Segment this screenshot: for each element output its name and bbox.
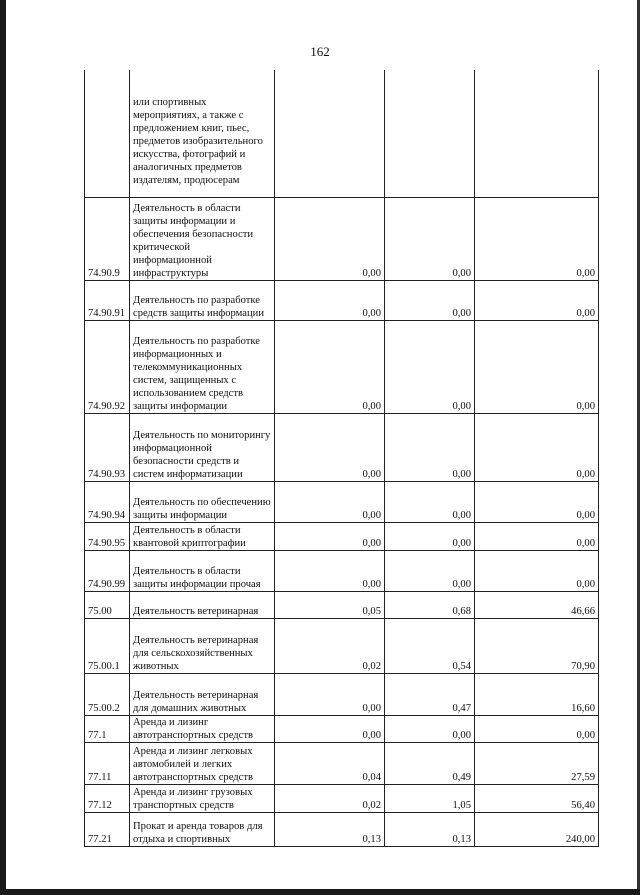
value-cell: 0,00 xyxy=(275,550,385,591)
scan-edge-bottom xyxy=(0,889,640,895)
value-cell: 56,40 xyxy=(475,784,599,812)
code-cell: 75.00.1 xyxy=(85,618,130,673)
value-cell xyxy=(475,70,599,197)
table-row-continuation xyxy=(85,70,599,197)
code-cell: 74.90.9 xyxy=(85,197,130,280)
code-cell: 77.11 xyxy=(85,742,130,784)
code-cell: 75.00.2 xyxy=(85,673,130,715)
value-cell: 0,00 xyxy=(275,280,385,320)
value-cell xyxy=(385,70,475,197)
name-cell: Деятельность ветеринарная для сельскохозяйственных животных xyxy=(130,618,275,673)
value-cell xyxy=(275,70,385,197)
name-cell: или спортивных мероприятиях, а также с предложением книг, пьес, предметов изобразительного искусства, фотографий и аналогичных предметов издателям, продюсерам xyxy=(130,70,275,197)
table-row xyxy=(85,742,599,784)
name-cell: Деятельность по разработке информационных и телекоммуникационных систем, защищенных с использованием средств защиты информации xyxy=(130,320,275,413)
name-cell: Аренда и лизинг легковых автомобилей и легких автотранспортных средств xyxy=(130,742,275,784)
table-row xyxy=(85,320,599,413)
value-cell: 0,00 xyxy=(475,320,599,413)
value-cell: 46,66 xyxy=(475,591,599,618)
value-cell: 0,00 xyxy=(475,715,599,742)
value-cell: 0,49 xyxy=(385,742,475,784)
value-cell: 0,00 xyxy=(385,280,475,320)
code-cell: 74.90.94 xyxy=(85,481,130,522)
value-cell: 0,00 xyxy=(385,197,475,280)
value-cell: 0,00 xyxy=(385,550,475,591)
value-cell: 27,59 xyxy=(475,742,599,784)
value-cell: 0,02 xyxy=(275,784,385,812)
value-cell: 0,00 xyxy=(475,550,599,591)
code-cell: 74.90.93 xyxy=(85,413,130,481)
table-row xyxy=(85,280,599,320)
value-cell: 0,00 xyxy=(275,197,385,280)
value-cell: 0,00 xyxy=(275,522,385,550)
table-row xyxy=(85,618,599,673)
value-cell: 0,00 xyxy=(385,715,475,742)
value-cell: 0,00 xyxy=(385,320,475,413)
name-cell: Деятельность в области защиты информации прочая xyxy=(130,550,275,591)
value-cell: 0,00 xyxy=(275,413,385,481)
table-row xyxy=(85,413,599,481)
name-cell: Деятельность по мониторингу информационной безопасности средств и систем информатизации xyxy=(130,413,275,481)
value-cell: 0,04 xyxy=(275,742,385,784)
code-cell: 74.90.91 xyxy=(85,280,130,320)
value-cell: 0,02 xyxy=(275,618,385,673)
code-cell: 74.90.99 xyxy=(85,550,130,591)
table-row xyxy=(85,784,599,812)
name-cell: Прокат и аренда товаров для отдыха и спортивных xyxy=(130,812,275,846)
value-cell: 0,00 xyxy=(275,481,385,522)
value-cell: 0,00 xyxy=(475,481,599,522)
name-cell: Деятельность по разработке средств защиты информации xyxy=(130,280,275,320)
table-row xyxy=(85,715,599,742)
value-cell: 0,00 xyxy=(275,715,385,742)
value-cell: 0,00 xyxy=(475,522,599,550)
value-cell: 0,00 xyxy=(475,280,599,320)
value-cell: 70,90 xyxy=(475,618,599,673)
value-cell: 240,00 xyxy=(475,812,599,846)
value-cell: 0,00 xyxy=(275,673,385,715)
code-cell xyxy=(85,70,130,197)
table-row xyxy=(85,197,599,280)
name-cell: Деятельность в области защиты информации и обеспечения безопасности критической информационной инфраструктуры xyxy=(130,197,275,280)
value-cell: 0,00 xyxy=(475,413,599,481)
value-cell: 0,68 xyxy=(385,591,475,618)
scan-edge-left xyxy=(0,0,6,895)
table-row xyxy=(85,522,599,550)
code-cell: 77.12 xyxy=(85,784,130,812)
name-cell: Аренда и лизинг грузовых транспортных средств xyxy=(130,784,275,812)
table-row xyxy=(85,591,599,618)
value-cell: 0,54 xyxy=(385,618,475,673)
page-number: 162 xyxy=(310,44,330,59)
value-cell: 0,47 xyxy=(385,673,475,715)
table-row xyxy=(85,673,599,715)
code-cell: 77.1 xyxy=(85,715,130,742)
code-cell: 74.90.95 xyxy=(85,522,130,550)
value-cell: 0,00 xyxy=(385,522,475,550)
name-cell: Деятельность ветеринарная xyxy=(130,591,275,618)
name-cell: Аренда и лизинг автотранспортных средств xyxy=(130,715,275,742)
value-cell: 0,00 xyxy=(275,320,385,413)
code-cell: 74.90.92 xyxy=(85,320,130,413)
value-cell: 0,13 xyxy=(275,812,385,846)
value-cell: 1,05 xyxy=(385,784,475,812)
value-cell: 0,05 xyxy=(275,591,385,618)
name-cell: Деятельность в области квантовой криптографии xyxy=(130,522,275,550)
value-cell: 0,13 xyxy=(385,812,475,846)
table-row xyxy=(85,481,599,522)
name-cell: Деятельность по обеспечению защиты информации xyxy=(130,481,275,522)
value-cell: 0,00 xyxy=(475,197,599,280)
name-cell: Деятельность ветеринарная для домашних животных xyxy=(130,673,275,715)
data-table xyxy=(84,70,599,847)
value-cell: 16,60 xyxy=(475,673,599,715)
code-cell: 75.00 xyxy=(85,591,130,618)
table-row xyxy=(85,812,599,846)
value-cell: 0,00 xyxy=(385,481,475,522)
table-row xyxy=(85,550,599,591)
value-cell: 0,00 xyxy=(385,413,475,481)
code-cell: 77.21 xyxy=(85,812,130,846)
